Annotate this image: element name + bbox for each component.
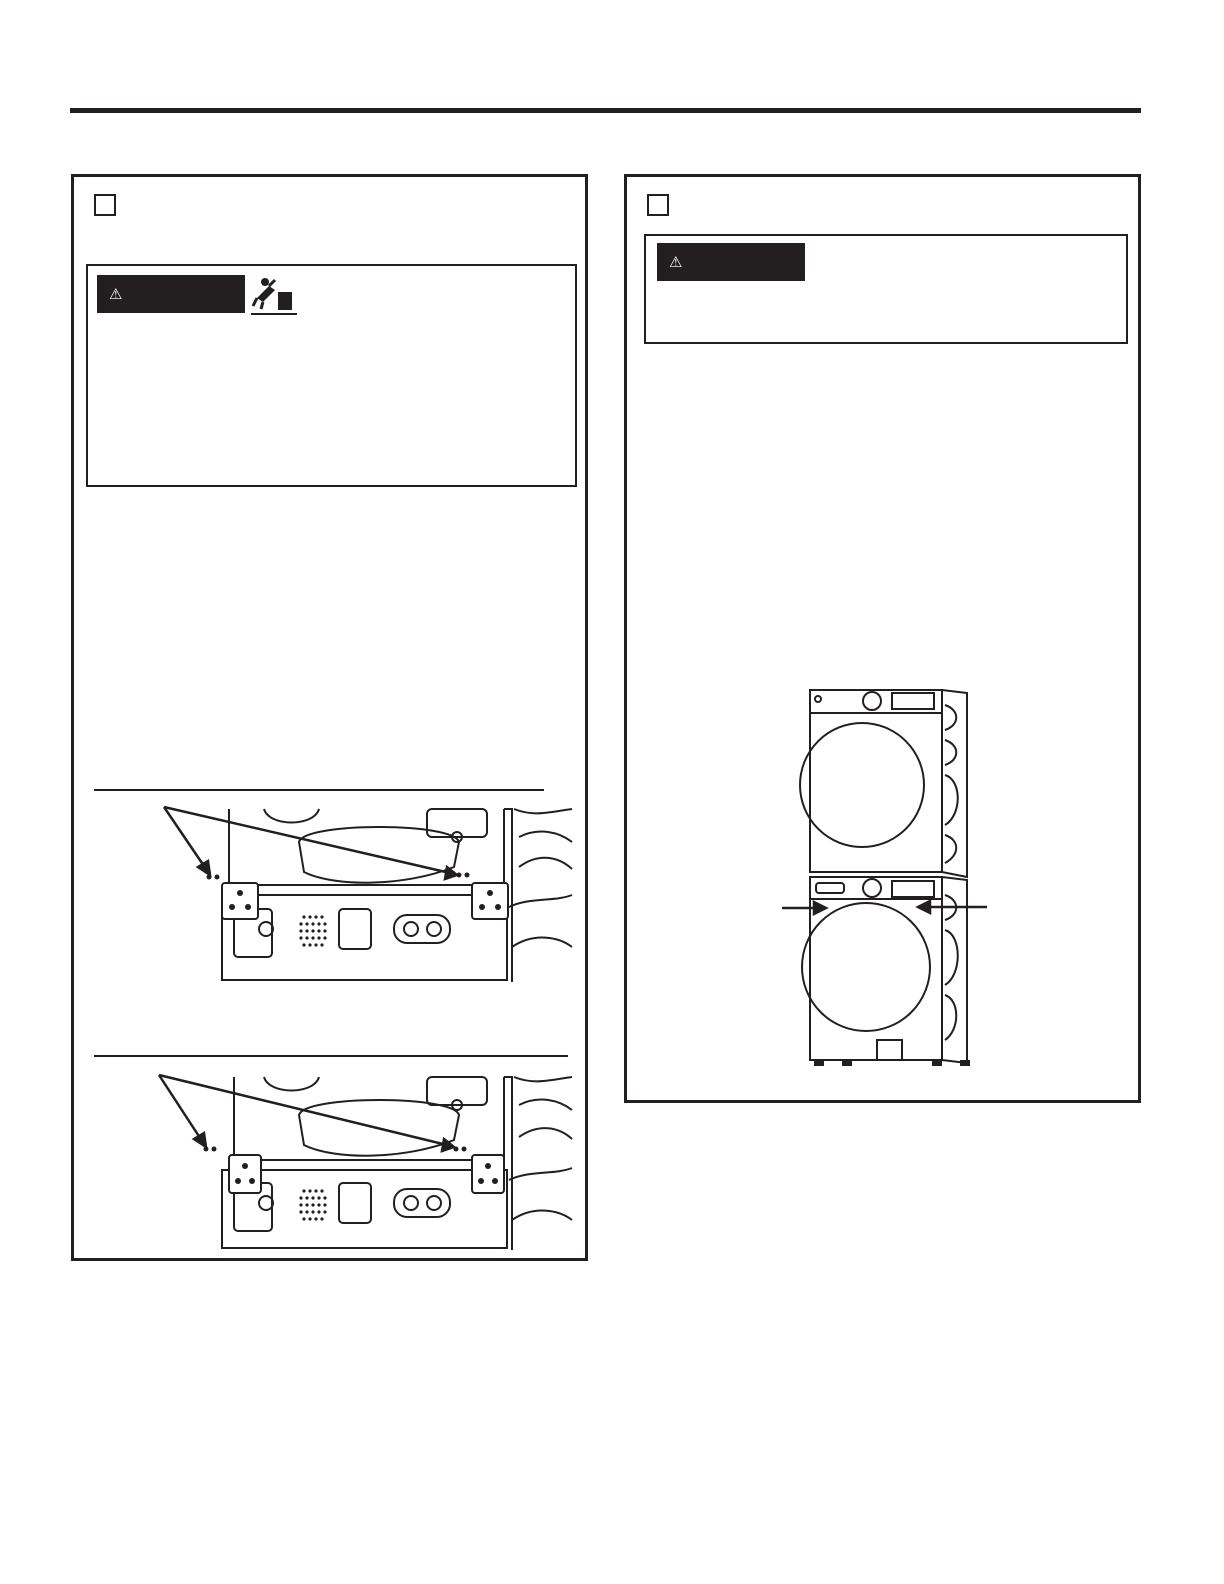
top-rule	[70, 108, 1141, 113]
stacked-washer-dryer-illustration	[782, 685, 997, 1075]
left-step-panel	[71, 174, 588, 1261]
left-warning-box	[86, 264, 577, 487]
warning-triangle-icon: ⚠	[109, 285, 123, 303]
left-warning-label	[97, 275, 245, 313]
right-warning-label	[657, 243, 805, 281]
right-step-checkbox[interactable]	[647, 194, 669, 216]
rear-bracket-illustration-1	[154, 797, 574, 982]
warning-triangle-icon: ⚠	[669, 253, 683, 271]
figure-separator-2	[94, 1055, 568, 1057]
right-step-panel	[624, 174, 1141, 1103]
left-step-checkbox[interactable]	[94, 194, 116, 216]
rear-bracket-illustration-2	[154, 1065, 574, 1250]
right-warning-box	[644, 234, 1128, 344]
figure-separator-1	[94, 789, 544, 791]
tip-over-hazard-icon	[251, 276, 297, 316]
